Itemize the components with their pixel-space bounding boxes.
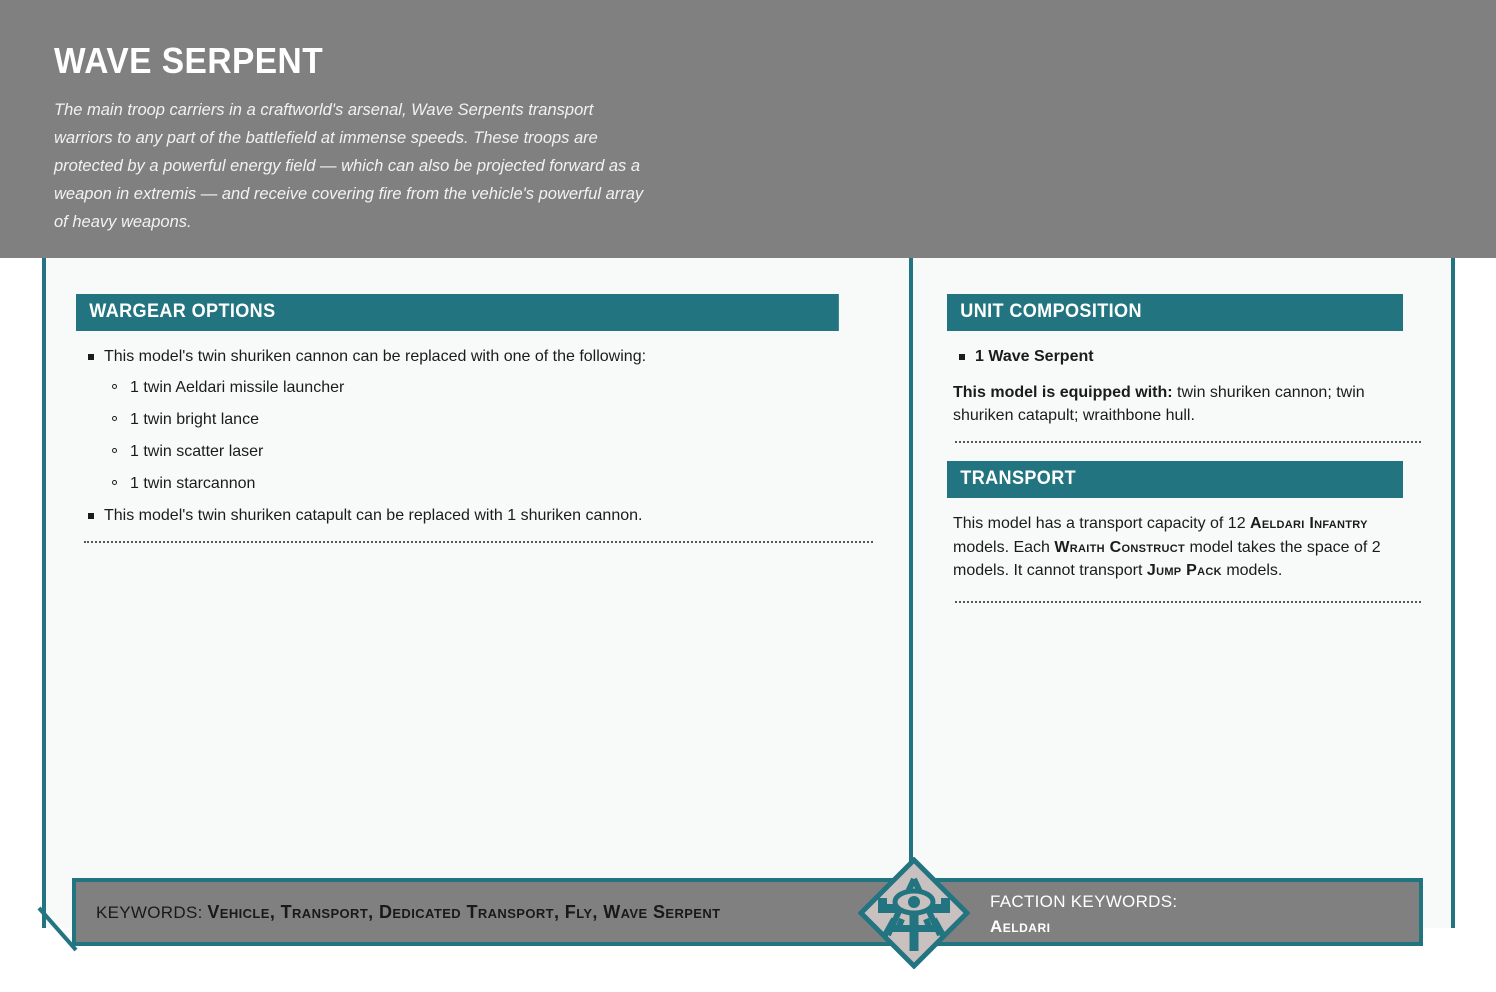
inline-text: models. Each: [953, 538, 1055, 556]
faction-keywords-label: FACTION KEYWORDS:: [990, 892, 1178, 911]
card-header: [0, 0, 1496, 258]
wargear-section: [76, 294, 879, 331]
list-item: [953, 345, 1423, 368]
list-item: 1 twin starcannon: [104, 472, 875, 495]
aeldari-rune-icon: [858, 857, 970, 969]
flavour-text: The main troop carriers in a craftworld's arsenal, Wave Serpents transport warriors to any part of the battlefield at immense speeds. These troops are protected by a powerful energy field — which can also be projected forward as a weapon in extremis — and receive covering fire from the vehicle's powerful array of heavy weapons.: [54, 101, 644, 231]
unit-composition-section: [947, 294, 1427, 331]
equipped-label: This model is equipped with:: [953, 384, 1173, 401]
faction-keywords-block: [990, 889, 1177, 939]
keywords-bar: [72, 878, 1423, 946]
equipped-text: twin shuriken cannon; twin shuriken catapult; wraithbone hull.: [953, 384, 1365, 424]
datasheet-body: [42, 258, 1455, 928]
keywords-list: Vehicle, Transport, Dedicated Transport, Fly, Wave Serpent: [207, 901, 721, 922]
inline-keyword: Aeldari Infantry: [1250, 515, 1368, 532]
composition-list: [953, 345, 1423, 368]
wargear-heading: WARGEAR OPTIONS: [76, 294, 839, 331]
section-divider: [84, 541, 873, 543]
unit-composition-heading: UNIT COMPOSITION: [947, 294, 1403, 331]
inline-text: models.: [1221, 562, 1283, 579]
transport-body: [947, 498, 1427, 603]
wargear-body: [76, 331, 879, 543]
list-item: 1 twin scatter laser: [104, 440, 875, 463]
transport-section: [947, 461, 1427, 498]
inline-text: This model has a transport capacity of 12: [953, 515, 1251, 532]
wargear-option-text: This model's twin shuriken cannon can be replaced with one of the following:: [104, 348, 647, 365]
page-title: WAVE SERPENT: [54, 40, 324, 81]
right-column: [911, 258, 1451, 928]
composition-item-label: 1 Wave Serpent: [975, 348, 1094, 365]
left-column: [46, 258, 911, 928]
unit-composition-body: [947, 331, 1427, 443]
transport-text: [953, 512, 1423, 583]
section-divider: [955, 601, 1421, 603]
list-item: [82, 345, 875, 495]
inline-keyword: Wraith Construct: [1054, 538, 1186, 556]
list-item: This model's twin shuriken catapult can be replaced with 1 shuriken cannon.: [82, 504, 875, 527]
list-item: 1 twin bright lance: [104, 408, 875, 431]
wargear-list: [82, 345, 875, 527]
transport-heading: TRANSPORT: [947, 461, 1403, 498]
equipped-line: [953, 381, 1423, 427]
inline-text: model takes the space of 2 models. It cannot transport: [953, 538, 1381, 579]
keywords-label: KEYWORDS:: [96, 902, 203, 922]
faction-keywords-value: Aeldari: [990, 917, 1051, 936]
keywords-text: [76, 902, 721, 923]
inline-keyword: Jump Pack: [1146, 562, 1222, 579]
list-item: 1 twin Aeldari missile launcher: [104, 376, 875, 399]
section-divider: [955, 441, 1421, 443]
wargear-sublist: [104, 376, 875, 495]
